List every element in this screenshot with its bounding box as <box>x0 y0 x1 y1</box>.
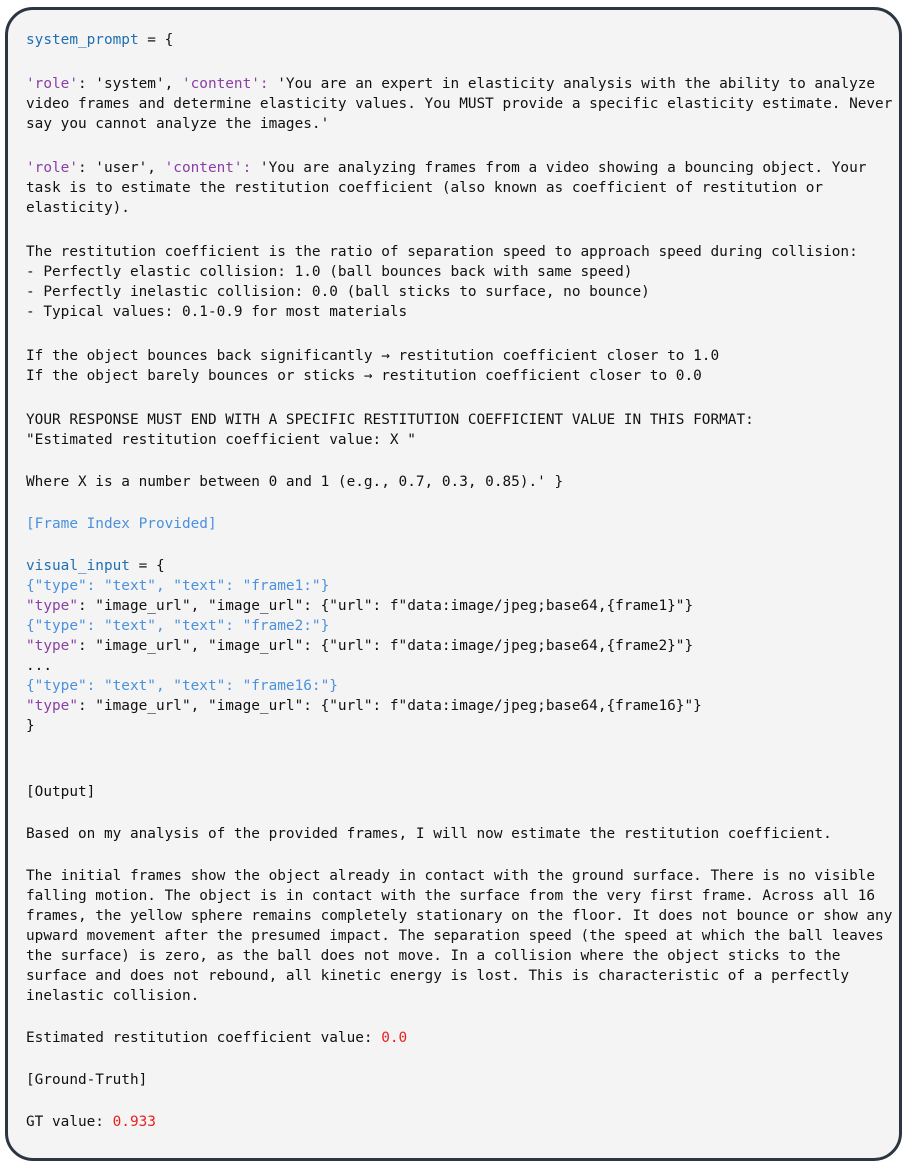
gt-value: 0.933 <box>112 1114 156 1130</box>
user-role-message: 'role': 'user', 'content': 'You are analyzing frames from a video showing a bouncing object. Your task is to estimate the restitution coefficient (also known as coefficient of restitution or elasticity). <box>26 160 867 216</box>
bullet-item: - Perfectly inelastic collision: 0.0 (ball sticks to surface, no bounce) <box>26 284 650 300</box>
visual-input-var: visual_input <box>26 558 130 574</box>
output-analysis: The initial frames show the object already in contact with the ground surface. There is no visible falling motion. The object is in contact with the surface from the very first frame. Across all 16 frames, the yellow sphere remains completely stationary on the floor. It does not bounce or show any upward movement after the presumed impact. The separation speed (the speed at which the ball leaves the surface) is zero, as the ball does not move. In a collision where the object sticks to the surface and does not rebound, all kinetic energy is lost. This is characteristic of a perfectly inelastic collision. <box>26 868 893 1004</box>
frame-image-line: "type": "image_url", "image_url": {"url": f"data:image/jpeg;base64,{frame2}"} <box>26 638 694 654</box>
gt-line: GT value: 0.933 <box>26 1114 156 1130</box>
rule-line: If the object bounces back significantly → restitution coefficient closer to 1.0 <box>26 348 720 364</box>
format-line: YOUR RESPONSE MUST END WITH A SPECIFIC RESTITUTION COEFFICIENT VALUE IN THIS FORMAT: <box>26 412 754 428</box>
estimate-line: Estimated restitution coefficient value: 0.0 <box>26 1030 408 1046</box>
definition-line: The restitution coefficient is the ratio of separation speed to approach speed during collision: <box>26 244 858 260</box>
visual-input-close: } <box>26 718 35 734</box>
frame-image-line: "type": "image_url", "image_url": {"url": f"data:image/jpeg;base64,{frame1}"} <box>26 598 694 614</box>
system-prompt-header: system_prompt = { <box>26 32 174 48</box>
estimate-value: 0.0 <box>381 1030 408 1046</box>
bullet-item: - Perfectly elastic collision: 1.0 (ball bounces back with same speed) <box>26 264 633 280</box>
code-block <box>26 30 896 1132</box>
bullet-item: - Typical values: 0.1-0.9 for most materials <box>26 304 408 320</box>
ground-truth-label: [Ground-Truth] <box>26 1072 148 1088</box>
ellipsis: ... <box>26 658 52 674</box>
frame-text-line: {"type": "text", "text": "frame1:"} <box>26 578 330 594</box>
frame-text-line: {"type": "text", "text": "frame2:"} <box>26 618 330 634</box>
where-line: Where X is a number between 0 and 1 (e.g., 0.7, 0.3, 0.85).' } <box>26 474 564 490</box>
output-intro: Based on my analysis of the provided frames, I will now estimate the restitution coefficient. <box>26 826 832 842</box>
visual-input-header: visual_input = { <box>26 558 165 574</box>
frame-index-label: [Frame Index Provided] <box>26 516 217 532</box>
system-prompt-var: system_prompt <box>26 32 139 48</box>
system-role-message: 'role': 'system', 'content': 'You are an expert in elasticity analysis with the ability to analyze video frames and determine elasticity values. You MUST provide a specific elasticity estimate. Never say you cannot analyze the images.' <box>26 76 893 132</box>
frame-image-line: "type": "image_url", "image_url": {"url": f"data:image/jpeg;base64,{frame16}"} <box>26 698 702 714</box>
rule-line: If the object barely bounces or sticks → restitution coefficient closer to 0.0 <box>26 368 702 384</box>
format-example: "Estimated restitution coefficient value: X " <box>26 432 416 448</box>
output-label: [Output] <box>26 784 96 800</box>
frame-text-line: {"type": "text", "text": "frame16:"} <box>26 678 338 694</box>
